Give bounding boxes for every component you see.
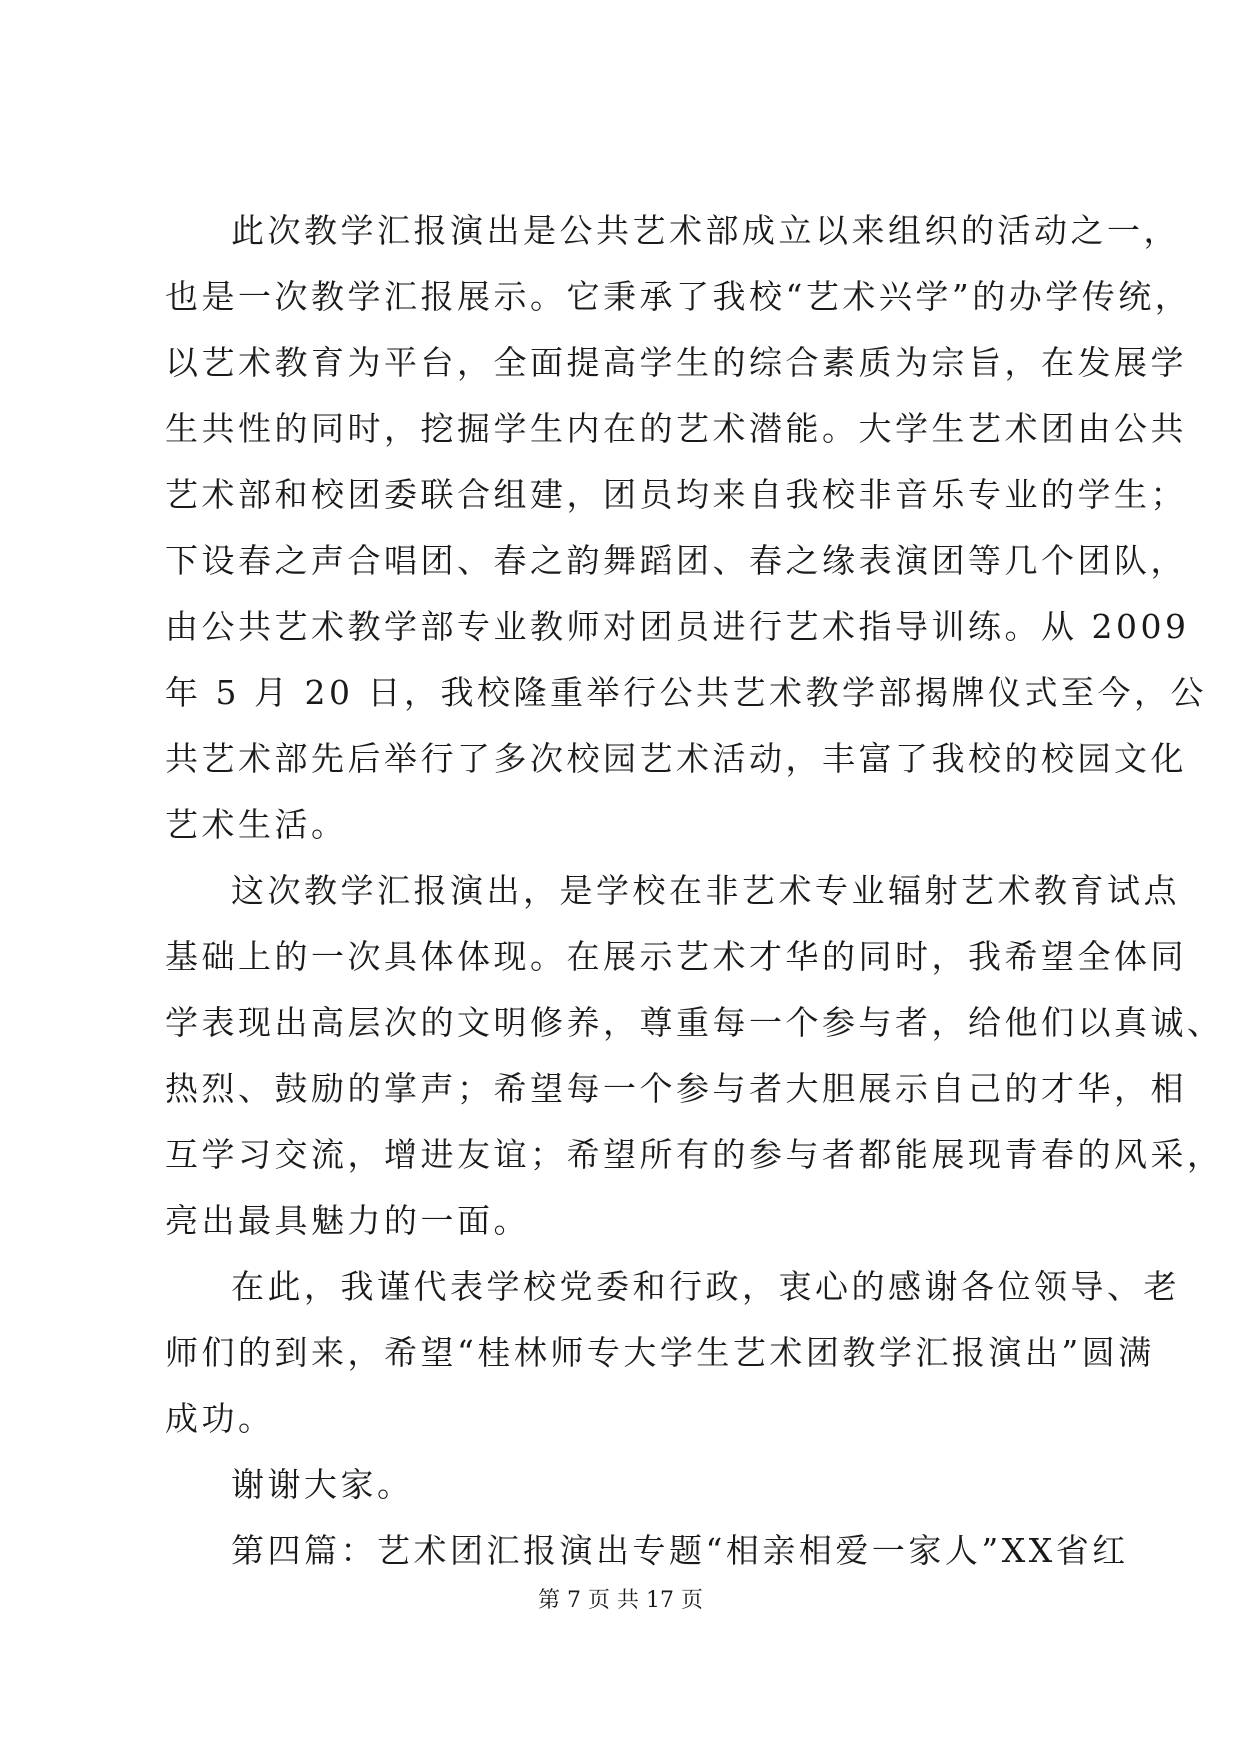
paragraph-2-line-3: 学表现出高层次的文明修养，尊重每一个参与者，给他们以真诚、 xyxy=(165,1003,1224,1042)
paragraph-2-line-1: 这次教学汇报演出，是学校在非艺术专业辐射艺术教育试点 xyxy=(231,871,1180,910)
paragraph-1-line-9: 共艺术部先后举行了多次校园艺术活动，丰富了我校的校园文化 xyxy=(165,739,1187,778)
paragraph-1-line-5: 艺术部和校团委联合组建，团员均来自我校非音乐专业的学生； xyxy=(165,475,1187,514)
paragraph-1-line-1: 此次教学汇报演出是公共艺术部成立以来组织的活动之一， xyxy=(231,211,1180,250)
paragraph-2-line-4: 热烈、鼓励的掌声；希望每一个参与者大胆展示自己的才华，相 xyxy=(165,1069,1187,1108)
paragraph-1-line-3: 以艺术教育为平台，全面提高学生的综合素质为宗旨，在发展学 xyxy=(165,343,1187,382)
paragraph-2-line-6: 亮出最具魅力的一面。 xyxy=(165,1201,530,1240)
paragraph-1-line-4: 生共性的同时，挖掘学生内在的艺术潜能。大学生艺术团由公共 xyxy=(165,409,1187,448)
paragraph-3-line-1: 在此，我谨代表学校党委和行政，衷心的感谢各位领导、老 xyxy=(231,1267,1180,1306)
paragraph-1-line-6: 下设春之声合唱团、春之韵舞蹈团、春之缘表演团等几个团队， xyxy=(165,541,1187,580)
section-heading-line: 第四篇：艺术团汇报演出专题“相亲相爱一家人”XX省红 xyxy=(231,1531,1129,1570)
page-number-footer: 第 7 页 共 17 页 xyxy=(538,1588,703,1613)
paragraph-1-line-10: 艺术生活。 xyxy=(165,805,348,844)
paragraph-1-line-2: 也是一次教学汇报展示。它秉承了我校“艺术兴学”的办学传统， xyxy=(165,277,1192,316)
paragraph-4-line-1: 谢谢大家。 xyxy=(231,1465,414,1504)
paragraph-3-line-2: 师们的到来，希望“桂林师专大学生艺术团教学汇报演出”圆满 xyxy=(165,1333,1155,1372)
paragraph-2-line-5: 互学习交流，增进友谊；希望所有的参与者都能展现青春的风采， xyxy=(165,1135,1224,1174)
paragraph-3-line-3: 成功。 xyxy=(165,1399,275,1438)
paragraph-1-line-8: 年 5 月 20 日，我校隆重举行公共艺术教学部揭牌仪式至今，公 xyxy=(165,673,1207,712)
paragraph-1-line-7: 由公共艺术教学部专业教师对团员进行艺术指导训练。从 2009 xyxy=(165,607,1190,646)
paragraph-2-line-2: 基础上的一次具体体现。在展示艺术才华的同时，我希望全体同 xyxy=(165,937,1187,976)
